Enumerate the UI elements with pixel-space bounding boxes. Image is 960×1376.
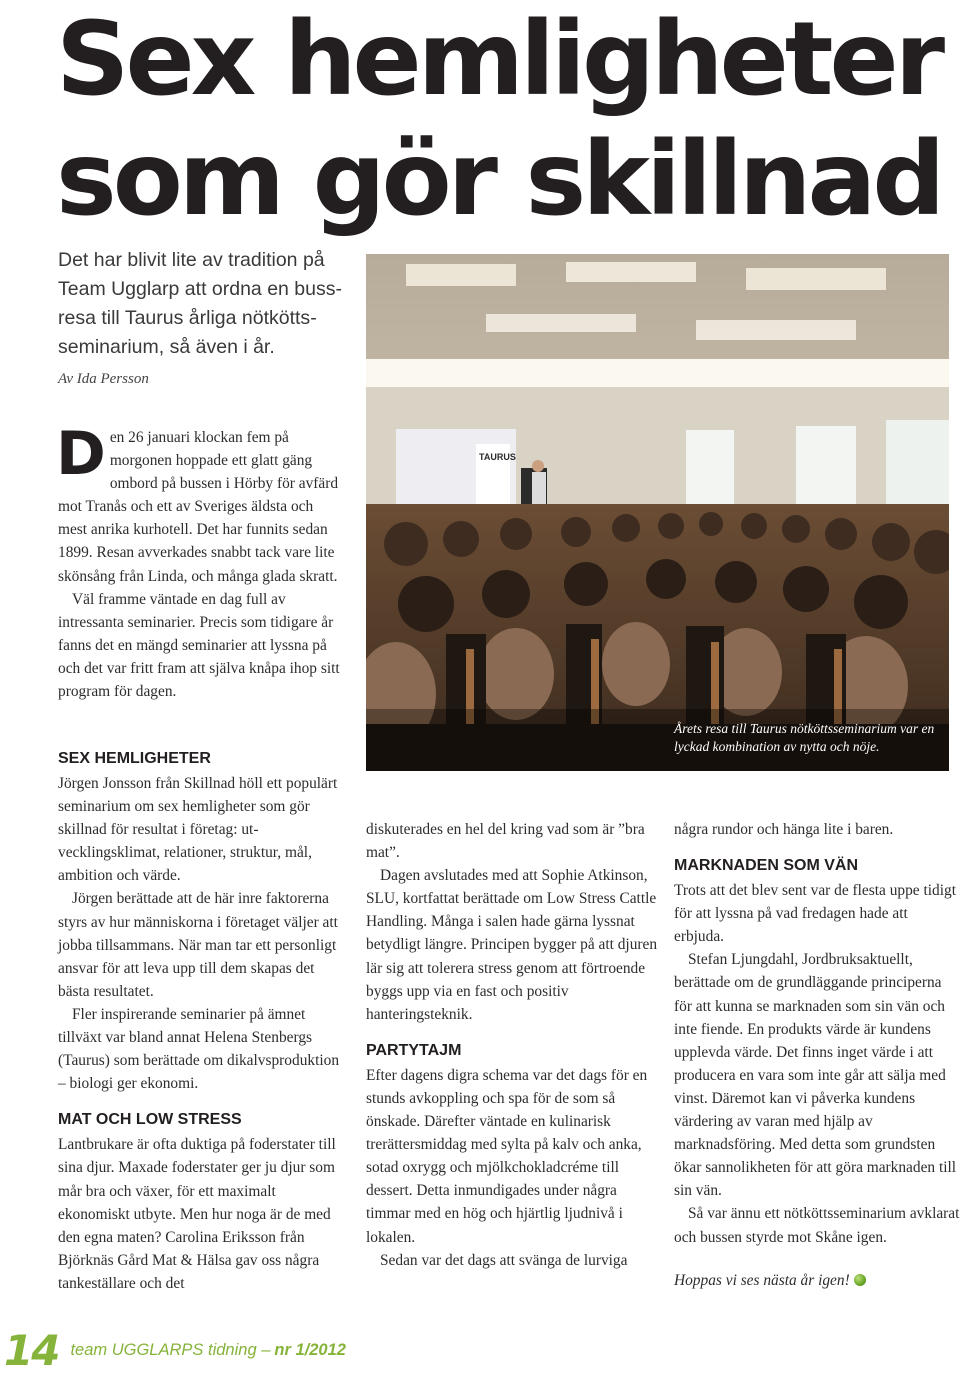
col2-paragraph-2: Dagen avslutades med att Sophie Atkinson, SLU, kortfattat berättade om Low Stress Cattle Handling. Många i salen hade gärna lyssnat betydligt längre. Principen bygger på att djuren lär sig att tolerera stress genom att förtroende byggs upp via en fast och positiv hanteringsteknik. [366, 867, 658, 1023]
page-footer [4, 1326, 346, 1376]
column-1-continued [58, 748, 344, 1295]
seminar-audience-illustration [366, 254, 949, 771]
heading-marknaden-som-van: MARKNADEN SOM VÄN [674, 857, 858, 875]
seminar-photo [366, 254, 949, 771]
col2-paragraph-3: Efter dagens digra schema var det dags för en stunds avkoppling och spa för de som så önskade. Därefter väntade en kulinarisk trerättersmiddag med sylta på kalv och anka, sotad oxrygg och mjölkchokladcréme till dessert. Detta inmundigades under några timmar med en hög och hjärtlig ljudnivå i lokalen. [366, 1066, 648, 1246]
heading-partytajm: PARTYTAJM [366, 1041, 462, 1059]
col1-paragraph-2: Väl framme väntade en dag full av intressanta seminarier. Precis som tidigare år fanns det en mängd seminarier att lyssna på och det var fritt fram att själva knåpa ihop sitt program för dagen. [58, 590, 340, 701]
column-1-intro [56, 419, 344, 703]
col3-paragraph-1: några rundor och hänga lite i baren. [674, 821, 894, 838]
article-headline [56, 0, 942, 240]
col1-paragraph-5: Fler inspirerande seminarier på ämnet tillväxt var bland annat Helena Stenbergs (Taurus) som berättade om dikalvsproduktion – biologi ger ekonomi. [58, 1005, 340, 1093]
drop-cap: D [56, 419, 106, 489]
article-byline: Av Ida Persson [58, 371, 149, 387]
article-lead: Det har blivit lite av tradition på Team Ugglarp att ordna en bussresa till Taurus årliga nötköttsseminarium, så även i år. [58, 249, 342, 358]
col3-paragraph-3: Stefan Ljungdahl, Jordbruksaktuellt, berättade om de grundläggande principerna för att kunna se marknaden som sin vän och inte fiende. En produkts värde är kundens upplevda värde. Det finns inget värde i att producera en vara som inte går att sälja med vinst. Däremot kan vi påverka kundens värdering av varan med hjälp av marknadsföring. Med detta som grundsten ökar sannolikheten för att göra marknaden till sin vän. [674, 951, 957, 1200]
closing-line [674, 1269, 960, 1292]
intro-text: en 26 januari klockan fem på morgonen hoppade ett glatt gäng ombord på bussen i Hörby för avfärd mot Tranås och ett av Sveriges äldsta och mest anrika kurhotell. Det har funnits sedan 1899. Resan avverkades snabbt tack vare lite skönsång från Linda, och många glada skratt. [58, 429, 339, 585]
column-3 [674, 818, 960, 1292]
heading-sex-hemligheter: SEX HEMLIGHETER [58, 750, 211, 767]
col1-paragraph-3: Jörgen Jonsson från Skillnad höll ett populärt seminarium om sex hemligheter som gör skillnad för resultat i företag: utvecklingsklimat, relationer, struktur, mål, ambition och värde. [58, 775, 338, 885]
headline-line-2: som gör skillnad [56, 120, 942, 239]
column-2 [366, 818, 658, 1272]
col2-paragraph-4: Sedan var det dags att svänga de lurviga [380, 1251, 628, 1269]
col2-paragraph-1: diskuterades en hel del kring vad som är ”bra mat”. [366, 821, 645, 862]
photo-caption: Årets resa till Taurus nötköttsseminarium var en lyckad kombination av nytta och nöje. [674, 721, 935, 754]
col1-paragraph-4: Jörgen berättade att de här inre faktorerna styrs av hur människorna i företaget väljer att jobba tillsammans. När man tar ett personligt ansvar för att leva upp till dem skapas det bästa resultatet. [58, 890, 338, 1000]
heading-mat-och-low-stress: MAT OCH LOW STRESS [58, 1111, 242, 1129]
closing-text: Hoppas vi ses nästa år igen! [674, 1271, 850, 1289]
col3-paragraph-2: Trots att det blev sent var de flesta uppe tidigt för att lyssna på vad fredagen hade att erbjuda. [674, 882, 956, 946]
page-number: 14 [4, 1326, 59, 1375]
end-mark-icon [854, 1274, 866, 1286]
taurus-banner: TAURUS [479, 452, 516, 462]
publication-name: team UGGLARPS tidning – [70, 1341, 271, 1359]
col1-paragraph-6: Lantbrukare är ofta duktiga på foderstater till sina djur. Maxade foderstater ger ju djur som mår bra och växer, för ett maximalt ekonomiskt utbyte. Men hur noga är de med den egna maten? Carolina Eriksson från Björknäs Gård Mat & Hälsa gav oss några tankeställare och det [58, 1136, 336, 1292]
issue-number: nr 1/2012 [274, 1341, 346, 1359]
headline-line-1: Sex hemligheter [56, 0, 941, 119]
intro-paragraph [56, 419, 344, 588]
col3-paragraph-4: Så var ännu ett nötköttsseminarium avklarat och bussen styrde mot Skåne igen. [674, 1205, 960, 1246]
